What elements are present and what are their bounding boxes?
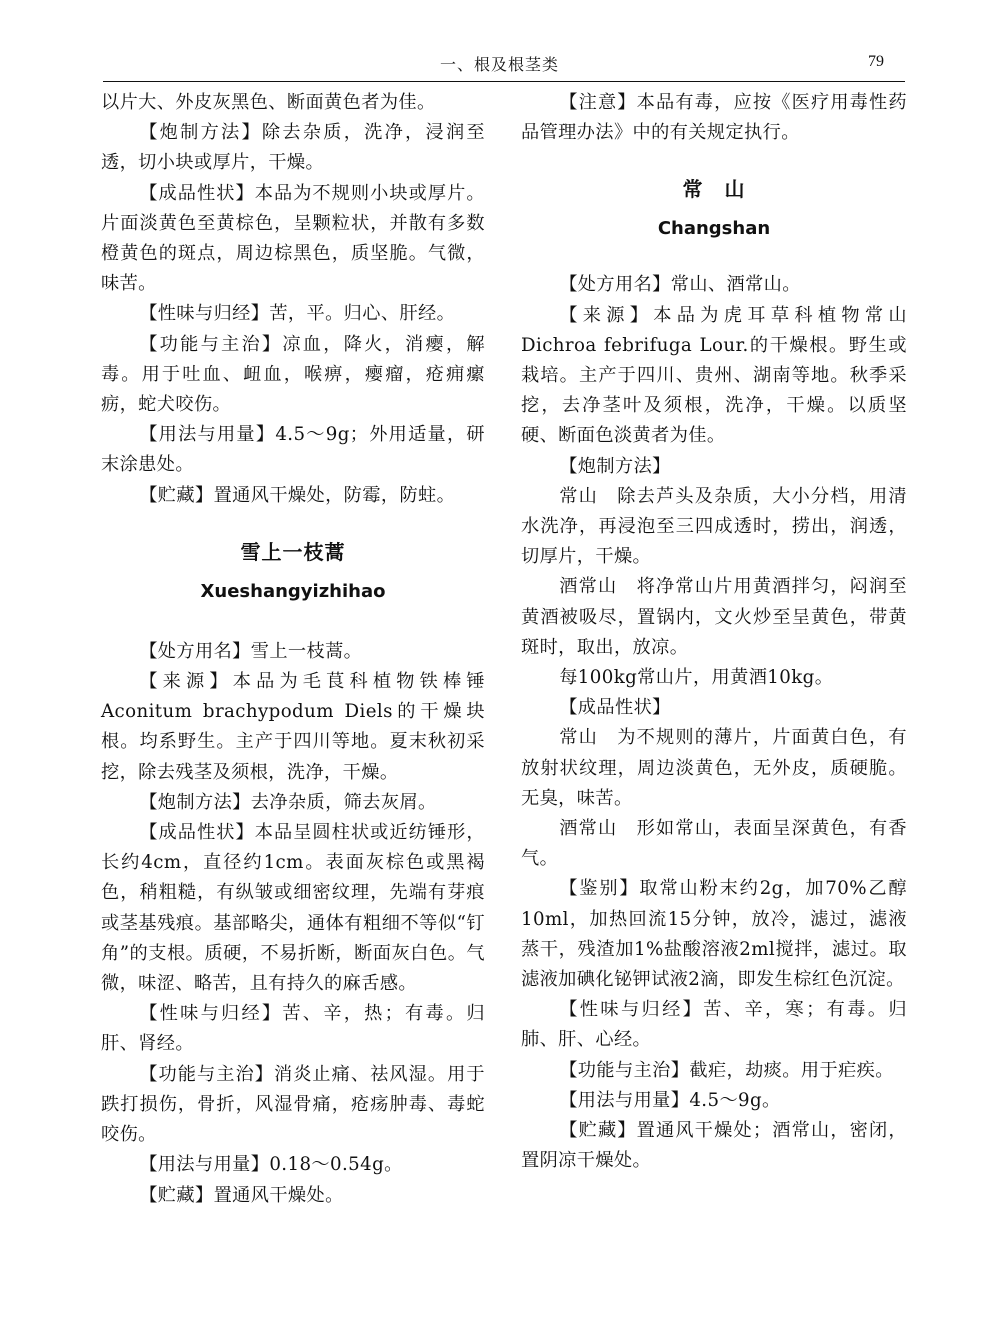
- paragraph: 【成品性状】本品为不规则小块或厚片。片面淡黄色至黄棕色，呈颗粒状，并散有多数橙黄色的斑点，周边棕黑色，质坚脆。气微，味苦。: [101, 182, 485, 295]
- paragraph: 【功能与主治】消炎止痛、祛风湿。用于跌打损伤，骨折，风湿骨痛，疮疡肿毒、毒蛇咬伤。: [101, 1063, 485, 1146]
- paragraph: 酒常山 形如常山，表面呈深黄色，有香气。: [521, 818, 907, 870]
- paragraph: 【成品性状】本品呈圆柱状或近纺锤形，长约4cm，直径约1cm。表面灰棕色或黑褐色，稍粗糙，有纵皱或细密纹理，先端有芽痕或茎基残痕。基部略尖，通体有粗细不等似“钉角”的支根。质硬，不易折断，断面灰白色。气微，味涩、略苦，且有持久的麻舌感。: [101, 822, 485, 995]
- running-head: [0, 50, 999, 78]
- entry-title-cn: 常 山: [682, 177, 746, 202]
- paragraph: 【贮藏】置通风干燥处，防霉，防蛀。: [139, 484, 456, 506]
- paragraph: 【来源】本品为虎耳草科植物常山Dichroa febrifuga Lour.的干燥根。野生或栽培。主产于四川、贵州、湖南等地。秋季采挖，去净茎叶及须根，洗净，干燥。以质坚硬、断面色淡黄者为佳。: [521, 304, 907, 447]
- header-rule: [103, 81, 905, 82]
- paragraph: 【功能与主治】凉血，降火，消瘿，解毒。用于吐血、衄血，喉痹，瘿瘤，疮痈瘰疬，蛇犬咬伤。: [101, 333, 485, 416]
- entry-title-cn: 雪上一枝蒿: [240, 539, 346, 564]
- paragraph: 【炮制方法】去净杂质，筛去灰屑。: [139, 791, 437, 813]
- paragraph: 【鉴别】取常山粉末约2g，加70%乙醇10ml，加热回流15分钟，放冷，滤过，滤液蒸干，残渣加1%盐酸溶液2ml搅拌，滤过。取滤液加碘化铋钾试液2滴，即发生棕红色沉淀。: [521, 878, 907, 991]
- entry-title-pinyin: Changshan: [657, 218, 771, 240]
- paragraph: 【炮制方法】除去杂质，洗净，浸润至透，切小块或厚片，干燥。: [101, 122, 485, 174]
- paragraph: 【贮藏】置通风干燥处。: [139, 1184, 344, 1206]
- paragraph: 常山 为不规则的薄片，片面黄白色，有放射状纹理，周边淡黄色，无外皮，质硬脆。无臭，味苦。: [521, 727, 907, 809]
- paragraph: 【处方用名】雪上一枝蒿。: [139, 640, 363, 662]
- paragraph: 【性味与归经】苦、辛，热；有毒。归肝、肾经。: [101, 1003, 485, 1055]
- paragraph: 常山 除去芦头及杂质，大小分档，用清水洗净，再浸泡至三四成透时，捞出，润透，切厚片，干燥。: [521, 485, 907, 568]
- entry-title-pinyin: Xueshangyizhihao: [200, 580, 386, 602]
- paragraph: 【来源】本品为毛茛科植物铁棒锤Aconitum brachypodum Diels的干燥块根。均系野生。主产于四川等地。夏末秋初采挖，除去残茎及须根，洗净，干燥。: [101, 671, 485, 783]
- paragraph: 【用法与用量】0.18～0.54g。: [139, 1154, 403, 1176]
- paragraph: 【用法与用量】4.5～9g；外用适量，研末涂患处。: [101, 424, 485, 476]
- paragraph: 【炮制方法】: [559, 455, 671, 477]
- paragraph: 【性味与归经】苦、辛，寒；有毒。归肺、肝、心经。: [521, 999, 907, 1051]
- paragraph: 【贮藏】置通风干燥处；酒常山，密闭，置阴凉干燥处。: [521, 1120, 907, 1172]
- paragraph: 【成品性状】: [559, 697, 671, 719]
- paragraph: 每100kg常山片，用黄酒10kg。: [559, 667, 834, 689]
- left-column: [101, 88, 485, 1211]
- paragraph: 【功能与主治】截疟，劫痰。用于疟疾。: [559, 1059, 894, 1081]
- paragraph: 【用法与用量】4.5～9g。: [559, 1089, 781, 1111]
- paragraph: 酒常山 将净常山片用黄酒拌匀，闷润至黄酒被吸尽，置锅内，文火炒至呈黄色，带黄斑时，取出，放凉。: [521, 576, 907, 658]
- page-number: 79: [868, 53, 884, 70]
- paragraph: 以片大、外皮灰黑色、断面黄色者为佳。: [101, 92, 436, 113]
- paragraph: 【处方用名】常山、酒常山。: [559, 274, 801, 296]
- paragraph: 【注意】本品有毒，应按《医疗用毒性药品管理办法》中的有关规定执行。: [521, 92, 907, 144]
- paragraph: 【性味与归经】苦，平。归心、肝经。: [139, 303, 456, 325]
- running-head-title: 一、根及根茎类: [439, 55, 559, 74]
- right-column: [521, 88, 907, 1177]
